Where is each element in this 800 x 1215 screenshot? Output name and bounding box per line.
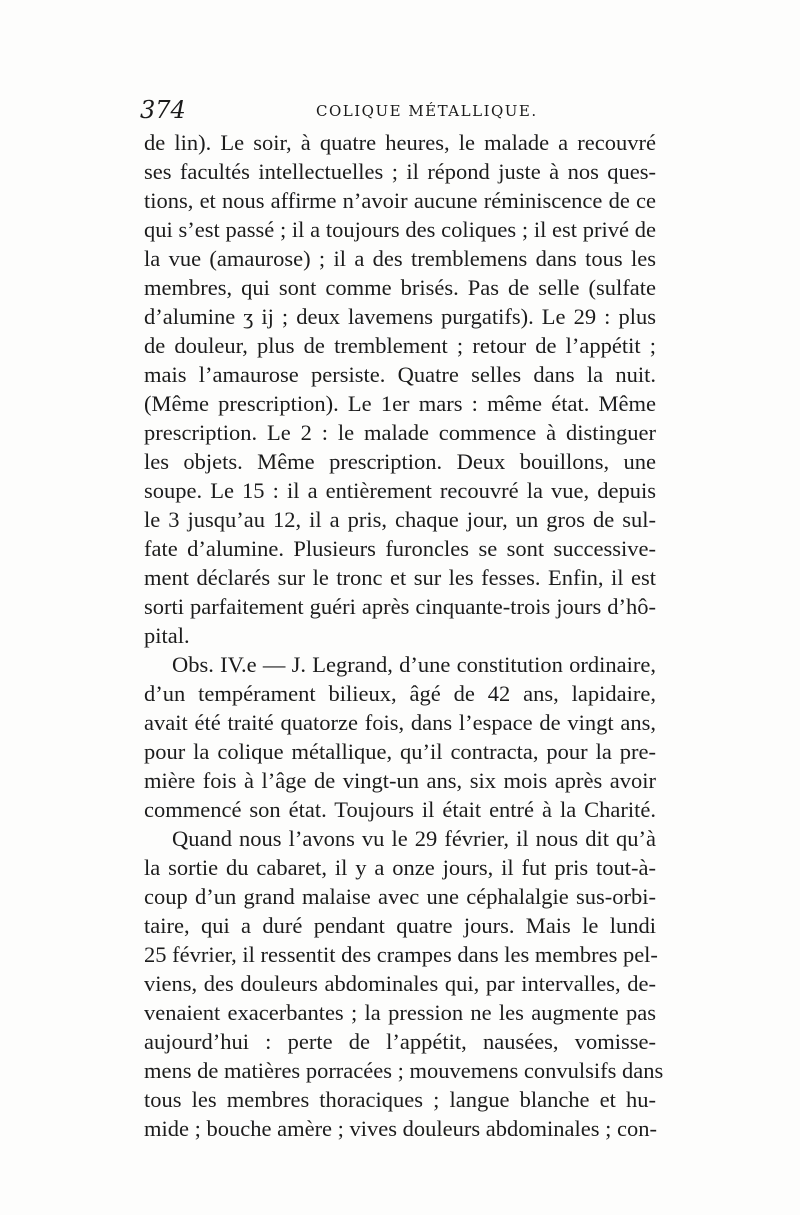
page-header [140,96,660,122]
text-line: de douleur, plus de tremblement ; retour de l’appétit ; [144,333,656,358]
text-line: commencé son état. Toujours il était entré à la Charité. [144,797,656,822]
text-line: aujourd’hui : perte de l’appétit, nausées, vomisse- [144,1029,656,1054]
text-line: 25 février, il ressentit des crampes dans les membres pel- [144,942,658,967]
text-line: taire, qui a duré pendant quatre jours. Mais le lundi [144,913,656,938]
text-line: pour la colique métallique, qu’il contracta, pour la pre- [144,739,656,764]
text-line: le 3 jusqu’au 12, il a pris, chaque jour, un gros de sul- [144,507,656,532]
text-line: d’alumine ʒ ij ; deux lavemens purgatifs). Le 29 : plus [144,304,656,329]
text-line: sorti parfaitement guéri après cinquante-trois jours d’hô- [144,594,656,619]
text-line: les objets. Même prescription. Deux bouillons, une [144,449,656,474]
text-line: d’un tempérament bilieux, âgé de 42 ans, lapidaire, [144,681,656,706]
text-line: tous les membres thoraciques ; langue blanche et hu- [144,1087,656,1112]
text-line: tions, et nous affirme n’avoir aucune réminiscence de ce [144,188,656,213]
text-line: ses facultés intellectuelles ; il répond juste à nos ques- [144,159,656,184]
text-line: la vue (amaurose) ; il a des tremblemens dans tous les [144,246,656,271]
text-line: soupe. Le 15 : il a entièrement recouvré la vue, depuis [144,478,656,503]
text-line: Quand nous l’avons vu le 29 février, il nous dit qu’à [172,826,656,851]
text-line: venaient exacerbantes ; la pression ne les augmente pas [144,1000,656,1025]
text-line: prescription. Le 2 : le malade commence à distinguer [144,420,656,445]
text-line: avait été traité quatorze fois, dans l’espace de vingt ans, [144,710,656,735]
text-line: mais l’amaurose persiste. Quatre selles dans la nuit. [144,362,656,387]
text-line: mière fois à l’âge de vingt-un ans, six mois après avoir [144,768,656,793]
text-line: (Même prescription). Le 1er mars : même état. Même [144,391,656,416]
text-line: mide ; bouche amère ; vives douleurs abdominales ; con- [144,1116,657,1141]
text-line: de lin). Le soir, à quatre heures, le malade a recouvré [144,130,656,155]
text-line: la sortie du cabaret, il y a onze jours, il fut pris tout-à- [144,855,656,880]
text-line: fate d’alumine. Plusieurs furoncles se sont successive- [144,536,656,561]
text-line: coup d’un grand malaise avec une céphalalgie sus-orbi- [144,884,656,909]
text-line: ment déclarés sur le tronc et sur les fesses. Enfin, il est [144,565,656,590]
running-head: COLIQUE MÉTALLIQUE. [316,102,538,120]
text-line: mens de matières porracées ; mouvemens convulsifs dans [144,1058,664,1083]
text-line: viens, des douleurs abdominales qui, par intervalles, de- [144,971,656,996]
text-line: Obs. IV.e — J. Legrand, d’une constitution ordinaire, [172,652,656,677]
text-line: qui s’est passé ; il a toujours des coliques ; il est privé de [144,217,656,242]
text-line: membres, qui sont comme brisés. Pas de selle (sulfate [144,275,656,300]
text-line: pital. [144,623,190,648]
page-number: 374 [140,96,186,124]
